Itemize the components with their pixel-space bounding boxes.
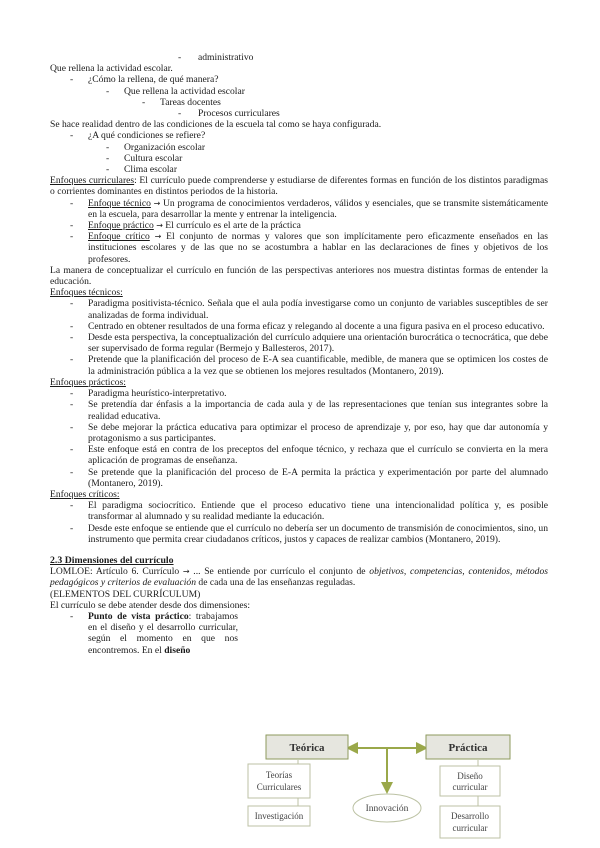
paragraph: La manera de conceptualizar el currículo en función de las perspectivas anteriores nos muestra distintas formas de entender la educación. (50, 264, 548, 288)
list-item: - Este enfoque está en contra de los preceptos del enfoque técnico, y rechaza que el currículo se convierta en la mera aplicación de programas de enseñanza. (70, 444, 548, 467)
list-item: - Punto de vista práctico: trabajamos en el diseño y el desarrollo curricular, según el momento en que nos encontremos. En el diseño (70, 610, 238, 656)
teorias-label: Teorías (265, 770, 293, 780)
list-item: - Procesos curriculares (178, 108, 280, 120)
curriculum-diagram (246, 730, 542, 842)
list-item: - Desde este enfoque se entiende que el currículo no debería ser un documento de transmisión de conocimientos, sino, un instrumento que permita crear ciudadanos críticos, justos y capaces de realizar cambios (Montanero, 2019). (70, 522, 548, 545)
list-item: - Pretende que la planificación del proceso de E-A sea cuantificable, medible, de manera que se optimicen los costes de la administración pública a la vez que se obtienen los mejores resultados (Montanero, 2019). (70, 354, 548, 377)
list-item: - Tareas docentes (142, 96, 221, 108)
list-item: - Enfoque crítico → El conjunto de normas y valores que son implícitamente pero eficazmente enseñados en las instituciones escolares y de las que no se acostumbra a hablar en las declaraciones de fines y objetivos de los profesores. (70, 231, 548, 265)
list-item: - ¿Cómo la rellena, de qué manera? (70, 74, 219, 86)
list-item: - Paradigma heurístico-interpretativo. (70, 388, 227, 400)
dimension-row (50, 611, 548, 656)
list-item: - ¿A qué condiciones se refiere? (70, 130, 206, 142)
innovacion-label: Innovación (365, 804, 409, 814)
section-title: Enfoques prácticos: (50, 376, 126, 388)
paragraph: Se hace realidad dentro de las condiciones de la escuela tal como se haya configurada. (50, 119, 382, 131)
diseno-label: Diseño (457, 771, 483, 781)
list-item: - Se pretende que la planificación del proceso de E-A permita la práctica y experimentación por parte del alumnado (Montanero, 2019). (70, 466, 548, 489)
paragraph: (ELEMENTOS DEL CURRÍCULUM) (50, 588, 201, 600)
list-item: - Organización escolar (106, 141, 206, 153)
section-title: Enfoques técnicos: (50, 287, 123, 299)
list-item: - El paradigma sociocrítico. Entiende que el proceso educativo tiene una intencionalidad política y, es posible transformar al alumnado y su realidad mediante la educación. (70, 500, 548, 523)
paragraph: LOMLOE: Artículo 6. Currículo → ... Se entiende por currículo el conjunto de objetivos, competencias, contenidos, métodos pedagógicos y criterios de evaluación de cada una de las enseñanzas reguladas. (50, 566, 548, 589)
list-item: - Que rellena la actividad escolar (106, 85, 245, 97)
paragraph: Que rellena la actividad escolar. (50, 63, 173, 75)
investigacion-label: Investigación (254, 811, 304, 821)
list-item: - Desde esta perspectiva, la conceptualización del currículo adquiere una orientación burocrática o tecnocrática, que debe ser supervisado de forma regular (Bermejo y Ballesteros, 2017). (70, 332, 548, 355)
teorica-label: Teórica (289, 742, 325, 754)
list-item: - Se debe mejorar la práctica educativa para optimizar el proceso de aprendizaje y, por eso, hay que dar autonomía y protagonismo a sus participantes. (70, 421, 548, 444)
list-item: - administrativo (178, 52, 254, 63)
diseno-label-2: curricular (452, 782, 488, 792)
desarrollo-label-2: curricular (452, 823, 488, 833)
list-item: - Paradigma positivista-técnico. Señala que el aula podía investigarse como un conjunto de variables susceptibles de ser analizadas de forma individual. (70, 298, 548, 321)
section-heading: 2.3 Dimensiones del currículo (50, 554, 174, 566)
list-item: - Enfoque técnico → Un programa de conocimientos verdaderos, válidos y esenciales, que se transmite sistemáticamente en la escuela, para desarrollar la mente y entrenar la inteligencia. (70, 197, 548, 220)
section-title: Enfoques críticos: (50, 488, 120, 500)
paragraph: Enfoques curriculares: El currículo puede comprenderse y estudiarse de diferentes formas en función de los distintos paradigmas o corrientes dominantes en distintos periodos de la historia. (50, 175, 548, 198)
list-item: - Centrado en obtener resultados de una forma eficaz y relegando al docente a una figura pasiva en el proceso educativo. (70, 320, 545, 332)
list-item: - Enfoque práctico → El currículo es el arte de la práctica (70, 220, 301, 232)
list-item: - Clima escolar (106, 164, 178, 176)
paragraph: El currículo se debe atender desde dos dimensiones: (50, 599, 251, 611)
desarrollo-label: Desarrollo (451, 811, 489, 821)
teorias-label-2: Curriculares (256, 782, 302, 792)
list-item: - Se pretendía dar énfasis a la importancia de cada aula y de las representaciones que tenían sus integrantes sobre la realidad educativa. (70, 399, 548, 422)
list-item: - Cultura escolar (106, 152, 183, 164)
practica-label: Práctica (448, 742, 488, 754)
